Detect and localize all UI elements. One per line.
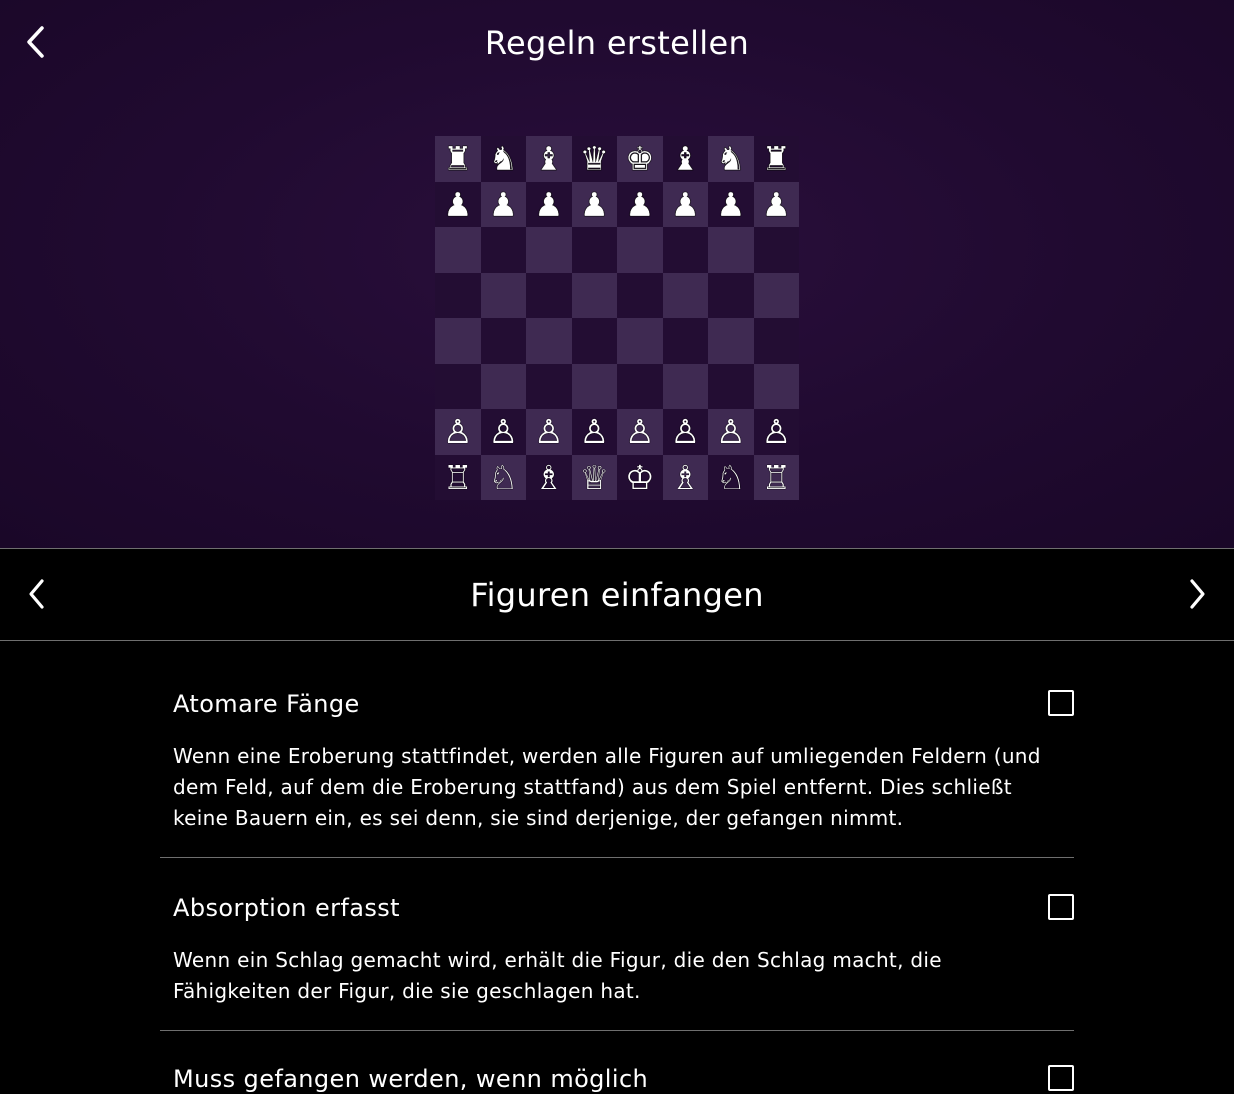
chess-piece[interactable]: ♖ [761, 457, 792, 497]
board-square[interactable] [435, 364, 481, 410]
rule-description [173, 945, 1068, 1007]
chess-piece[interactable]: ♙ [442, 412, 473, 452]
chess-piece[interactable]: ♙ [624, 412, 655, 452]
rule-title: Atomare Fänge [173, 690, 360, 718]
rule-checkbox[interactable] [1048, 894, 1074, 920]
description-line: Wenn ein Schlag gemacht wird, erhält die Figur, die den Schlag macht, die [173, 948, 942, 972]
chess-piece[interactable]: ♗ [533, 457, 564, 497]
board-square[interactable] [526, 273, 572, 319]
board-square[interactable] [526, 318, 572, 364]
next-section-button[interactable] [1174, 571, 1220, 617]
board-square[interactable] [754, 364, 800, 410]
chess-piece[interactable]: ♛ [579, 139, 610, 179]
board-square[interactable] [663, 273, 709, 319]
chess-piece[interactable]: ♟ [715, 184, 746, 224]
board-square[interactable] [481, 273, 527, 319]
board-square[interactable] [754, 455, 800, 501]
board-square[interactable] [526, 364, 572, 410]
rule-item [160, 858, 1074, 1031]
rule-description [173, 741, 1068, 834]
board-square[interactable] [572, 273, 618, 319]
board-square[interactable] [617, 182, 663, 228]
board-square[interactable] [435, 318, 481, 364]
board-square[interactable] [435, 227, 481, 273]
board-square[interactable] [617, 364, 663, 410]
chess-piece[interactable]: ♝ [670, 139, 701, 179]
section-header [0, 549, 1234, 640]
chess-piece[interactable]: ♗ [670, 457, 701, 497]
board-square[interactable] [435, 136, 481, 182]
chess-piece[interactable]: ♖ [442, 457, 473, 497]
board-square[interactable] [708, 318, 754, 364]
board-square[interactable] [435, 409, 481, 455]
chess-piece[interactable]: ♕ [579, 457, 610, 497]
rule-item [160, 1031, 1074, 1091]
chess-piece[interactable]: ♝ [533, 139, 564, 179]
chevron-right-icon [1186, 578, 1208, 610]
chess-piece[interactable]: ♙ [533, 412, 564, 452]
board-square[interactable] [572, 136, 618, 182]
chess-piece[interactable]: ♟ [624, 184, 655, 224]
rule-title: Absorption erfasst [173, 894, 400, 922]
chess-board[interactable] [435, 136, 799, 500]
board-square[interactable] [526, 136, 572, 182]
description-line: Fähigkeiten der Figur, die sie geschlagen hat. [173, 979, 641, 1003]
board-square[interactable] [572, 455, 618, 501]
board-square[interactable] [617, 227, 663, 273]
board-square[interactable] [708, 455, 754, 501]
chess-piece[interactable]: ♟ [761, 184, 792, 224]
board-square[interactable] [663, 227, 709, 273]
rule-checkbox[interactable] [1048, 1065, 1074, 1091]
board-square[interactable] [435, 455, 481, 501]
board-square[interactable] [663, 364, 709, 410]
board-square[interactable] [708, 273, 754, 319]
board-square[interactable] [754, 318, 800, 364]
board-square[interactable] [754, 273, 800, 319]
board-square[interactable] [663, 136, 709, 182]
board-square[interactable] [617, 273, 663, 319]
rules-list [160, 641, 1074, 1091]
board-square[interactable] [572, 364, 618, 410]
chess-piece[interactable]: ♟ [579, 184, 610, 224]
board-square[interactable] [663, 318, 709, 364]
board-square[interactable] [481, 182, 527, 228]
chess-piece[interactable]: ♘ [715, 457, 746, 497]
rule-item [160, 641, 1074, 858]
description-line: dem Feld, auf dem die Eroberung stattfand) aus dem Spiel entfernt. Dies schließt [173, 775, 1012, 799]
page-title: Regeln erstellen [484, 24, 750, 62]
board-square[interactable] [572, 318, 618, 364]
board-square[interactable] [708, 227, 754, 273]
board-square[interactable] [708, 136, 754, 182]
chess-piece[interactable]: ♞ [488, 139, 519, 179]
board-square[interactable] [572, 409, 618, 455]
board-square[interactable] [526, 227, 572, 273]
chess-piece[interactable]: ♜ [442, 139, 473, 179]
rule-checkbox[interactable] [1048, 690, 1074, 716]
chess-piece[interactable]: ♙ [488, 412, 519, 452]
chess-piece[interactable]: ♙ [670, 412, 701, 452]
board-square[interactable] [617, 318, 663, 364]
section-title: Figuren einfangen [470, 576, 764, 614]
board-square[interactable] [572, 182, 618, 228]
board-square[interactable] [526, 182, 572, 228]
board-square[interactable] [526, 455, 572, 501]
chess-piece[interactable]: ♙ [579, 412, 610, 452]
chess-piece[interactable]: ♞ [715, 139, 746, 179]
board-square[interactable] [617, 409, 663, 455]
board-square[interactable] [617, 455, 663, 501]
board-square[interactable] [481, 409, 527, 455]
description-line: Wenn eine Eroberung stattfindet, werden alle Figuren auf umliegenden Feldern (und [173, 744, 1041, 768]
board-square[interactable] [572, 227, 618, 273]
chess-piece[interactable]: ♟ [442, 184, 473, 224]
board-square[interactable] [663, 182, 709, 228]
board-square[interactable] [526, 409, 572, 455]
chess-piece[interactable]: ♟ [533, 184, 564, 224]
board-square[interactable] [754, 182, 800, 228]
board-square[interactable] [481, 455, 527, 501]
board-square[interactable] [708, 182, 754, 228]
board-square[interactable] [481, 364, 527, 410]
chess-piece[interactable]: ♟ [488, 184, 519, 224]
board-square[interactable] [481, 136, 527, 182]
board-square[interactable] [481, 318, 527, 364]
board-square[interactable] [708, 364, 754, 410]
chess-piece[interactable]: ♟ [670, 184, 701, 224]
chess-piece[interactable]: ♚ [624, 139, 655, 179]
chess-piece[interactable]: ♙ [715, 412, 746, 452]
board-square[interactable] [435, 273, 481, 319]
board-square[interactable] [754, 227, 800, 273]
board-square[interactable] [663, 455, 709, 501]
board-square[interactable] [708, 409, 754, 455]
board-square[interactable] [617, 136, 663, 182]
chess-piece[interactable]: ♘ [488, 457, 519, 497]
chess-piece[interactable]: ♔ [624, 457, 655, 497]
chess-piece[interactable]: ♙ [761, 412, 792, 452]
board-square[interactable] [754, 409, 800, 455]
board-square[interactable] [435, 182, 481, 228]
board-square[interactable] [481, 227, 527, 273]
description-line: keine Bauern ein, es sei denn, sie sind derjenige, der gefangen nimmt. [173, 806, 904, 830]
rule-title: Muss gefangen werden, wenn möglich [173, 1065, 649, 1093]
board-square[interactable] [754, 136, 800, 182]
board-square[interactable] [663, 409, 709, 455]
chess-piece[interactable]: ♜ [761, 139, 792, 179]
